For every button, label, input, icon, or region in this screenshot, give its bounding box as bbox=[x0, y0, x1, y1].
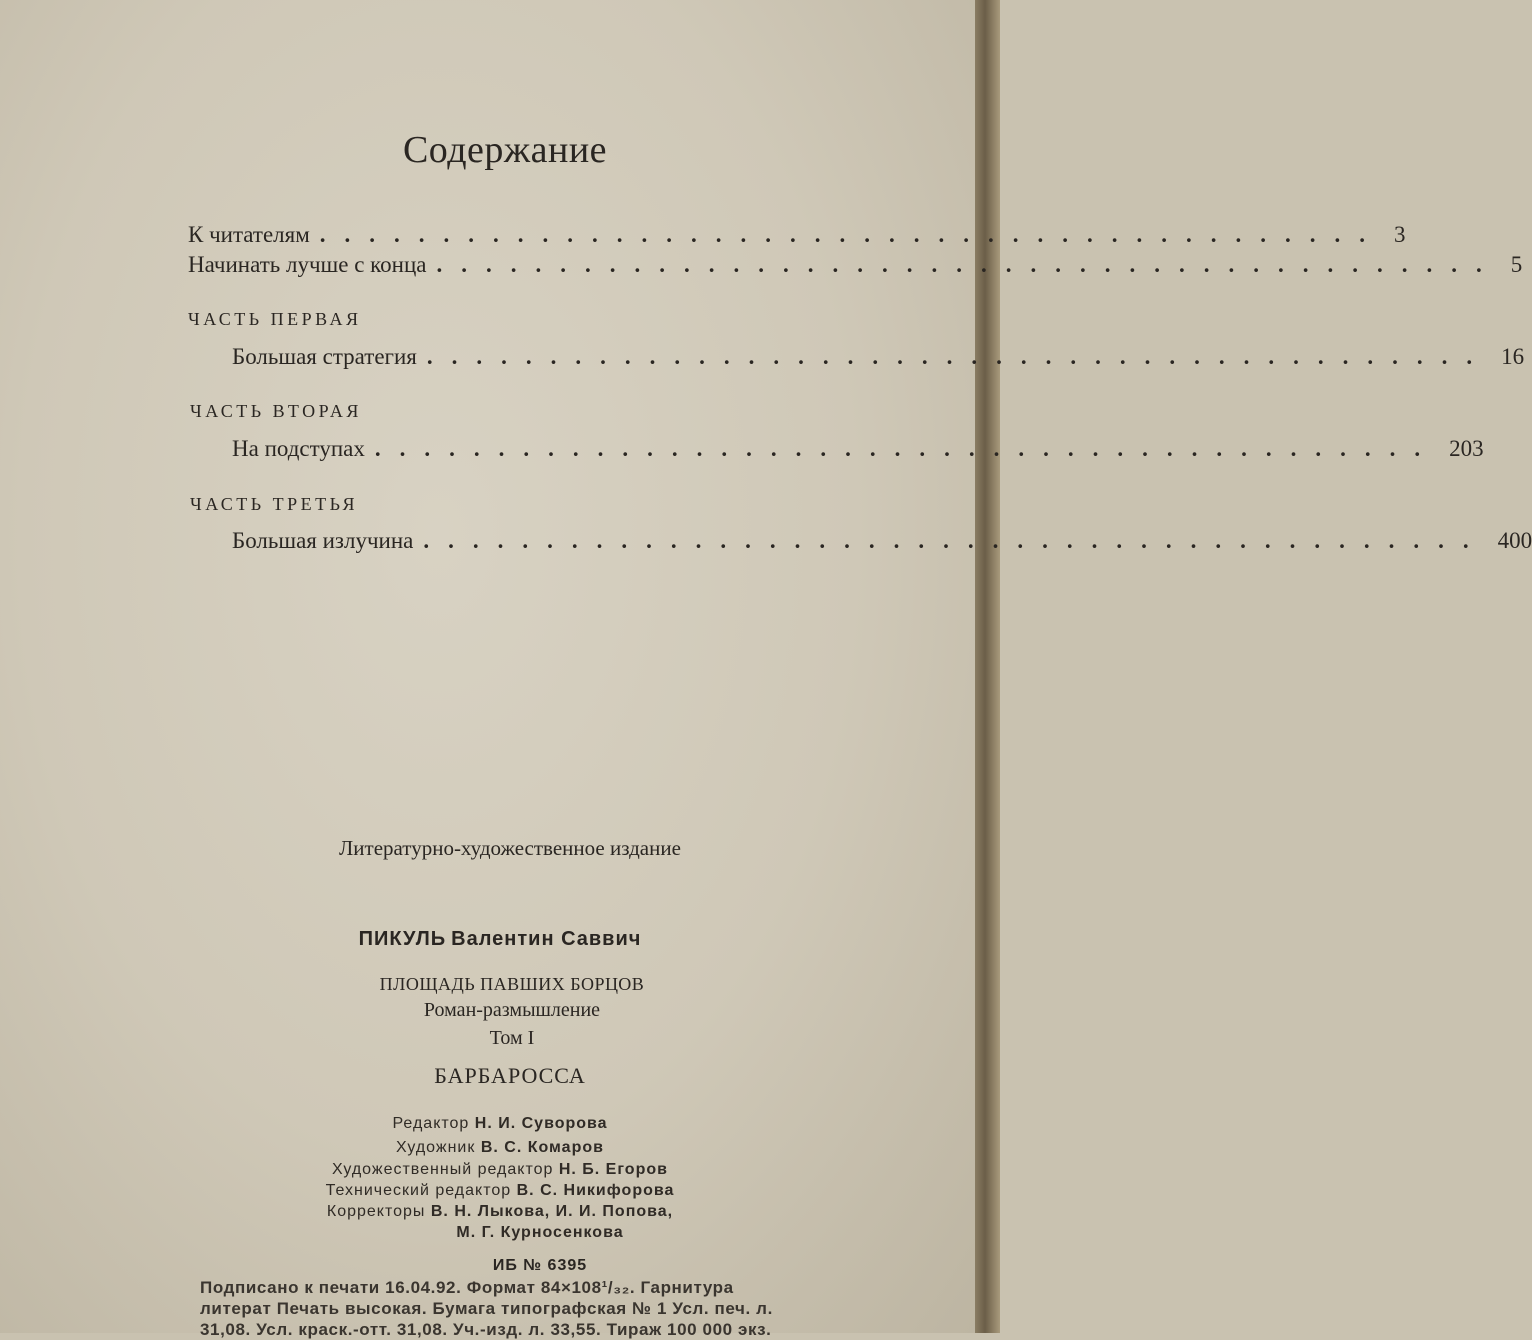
credit-line bbox=[0, 1182, 1000, 1200]
book-genre: Роман-размышление bbox=[423, 999, 601, 1021]
toc-entry-page: 16 bbox=[1501, 344, 1525, 369]
toc-entry-label: Большая излучина bbox=[232, 528, 414, 553]
credit-role: Редактор bbox=[392, 1115, 470, 1132]
credit-line bbox=[0, 1161, 1000, 1179]
leader-dots: ........................................... bbox=[436, 252, 1501, 277]
print-details-line: Подписано к печати 16.04.92. Формат 84×108¹/₃₂. Гарнитура bbox=[200, 1278, 734, 1297]
credit-line bbox=[0, 1203, 1000, 1221]
credit-role: Художественный редактор bbox=[332, 1161, 554, 1178]
toc-entry bbox=[188, 252, 1523, 278]
toc-entry-page: 203 bbox=[1449, 436, 1484, 461]
toc-entry bbox=[188, 222, 1406, 248]
book-title: ПЛОЩАДЬ ПАВШИХ БОРЦОВ bbox=[379, 974, 645, 994]
credit-line bbox=[0, 1139, 1000, 1157]
print-details-line: 31,08. Усл. краск.-отт. 31,08. Уч.-изд. л. 33,55. Тираж 100 000 экз. bbox=[200, 1320, 772, 1339]
credit-role: Художник bbox=[396, 1139, 476, 1156]
author bbox=[0, 928, 1000, 951]
leader-dots: ........................................... bbox=[426, 344, 1492, 369]
toc-entry-label: Начинать лучше с конца bbox=[188, 252, 427, 277]
toc-entry bbox=[232, 528, 1532, 554]
credit-name: В. С. Никифорова bbox=[516, 1182, 675, 1199]
credit-name: Н. Б. Егоров bbox=[558, 1161, 668, 1178]
ib-number: ИБ № 6395 bbox=[492, 1257, 588, 1274]
credit-role: Корректоры bbox=[326, 1203, 426, 1220]
credit-role: Технический редактор bbox=[325, 1182, 512, 1199]
part-heading: ЧАСТЬ ПЕРВАЯ bbox=[188, 309, 362, 329]
leader-dots: ........................................... bbox=[374, 436, 1440, 461]
credit-name: В. Н. Лыкова, И. И. Попова, bbox=[430, 1203, 674, 1220]
part-heading: ЧАСТЬ ТРЕТЬЯ bbox=[190, 494, 359, 514]
page-edge bbox=[975, 0, 1000, 1333]
author-surname: ПИКУЛЬ bbox=[358, 928, 447, 950]
part-heading: ЧАСТЬ ВТОРАЯ bbox=[190, 401, 362, 421]
credit-name: Н. И. Суворова bbox=[474, 1115, 608, 1132]
leader-dots: ........................................... bbox=[423, 528, 1488, 553]
toc-entry-label: К читателям bbox=[188, 222, 310, 247]
credit-line bbox=[0, 1115, 1000, 1133]
toc-entry-page: 5 bbox=[1510, 252, 1523, 277]
credit-name: В. С. Комаров bbox=[480, 1139, 604, 1156]
toc-entry-page: 3 bbox=[1394, 222, 1406, 247]
toc-entry bbox=[232, 436, 1484, 462]
credit-line bbox=[40, 1224, 1040, 1242]
toc-entry-label: Большая стратегия bbox=[232, 344, 417, 369]
leader-dots: ........................................... bbox=[319, 222, 1385, 247]
volume-title: БАРБАРОССА bbox=[434, 1063, 586, 1088]
toc-entry-page: 400 bbox=[1497, 528, 1532, 553]
contents-title: Содержание bbox=[402, 129, 608, 171]
toc-entry-label: На подступах bbox=[232, 436, 365, 461]
print-details-line: литерат Печать высокая. Бумага типографская № 1 Усл. печ. л. bbox=[200, 1299, 773, 1318]
toc-entry bbox=[232, 344, 1525, 370]
volume-number: Том I bbox=[489, 1027, 535, 1049]
edition-type: Литературно-художественное издание bbox=[339, 836, 681, 860]
credit-name: М. Г. Курносенкова bbox=[456, 1224, 624, 1241]
author-name: Валентин Саввич bbox=[451, 928, 642, 950]
